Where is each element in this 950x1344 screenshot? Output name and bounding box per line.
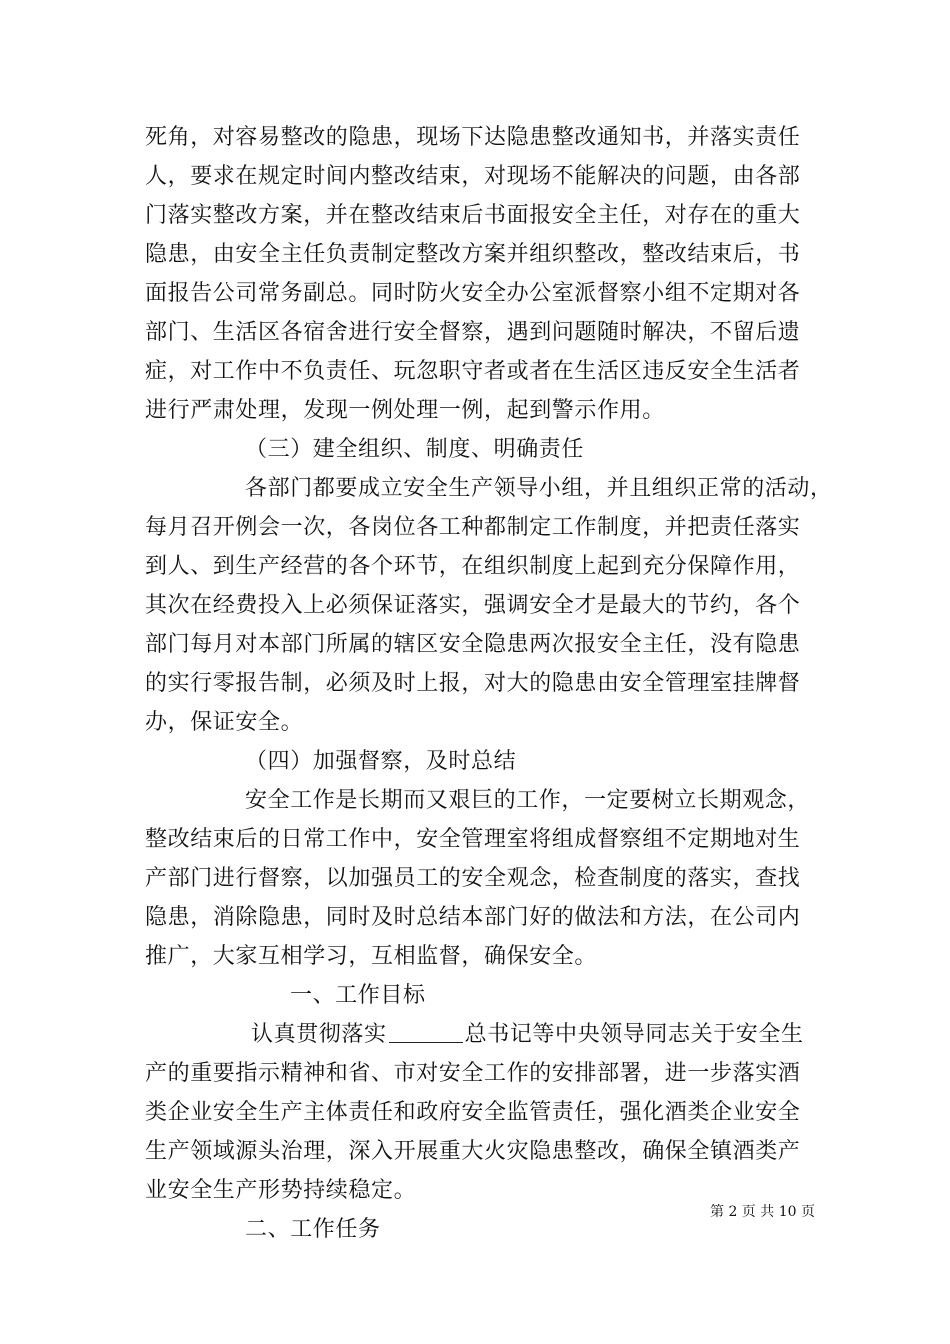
body-line: 整改结束后的日常工作中，安全管理室将组成督察组不定期地对生: [145, 827, 801, 852]
body-text-segment: 认真贯彻落实: [251, 1022, 387, 1047]
body-line: 产部门进行督察，以加强员工的安全观念，检查制度的落实，查找: [145, 866, 801, 891]
body-line: 安全工作是长期而又艰巨的工作，一定要树立长期观念，: [245, 788, 811, 813]
page-number-footer: 第 2 页 共 10 页: [710, 1204, 815, 1220]
body-line: 隐患，消除隐患，同时及时总结本部门好的做法和方法，在公司内: [145, 905, 801, 930]
body-line: 部门、生活区各宿舍进行安全督察，遇到问题随时解决，不留后遗: [145, 320, 801, 345]
body-line: 各部门都要成立安全生产领导小组，并且组织正常的活动，: [245, 476, 833, 501]
section-heading-4: （四）加强督察，及时总结: [245, 749, 517, 774]
body-line: 的实行零报告制，必须及时上报，对大的隐患由安全管理室挂牌督: [145, 671, 801, 696]
body-line: 办，保证安全。: [145, 710, 304, 735]
body-line: 到人、到生产经营的各个环节，在组织制度上起到充分保障作用，: [145, 554, 801, 579]
body-line: 死角，对容易整改的隐患，现场下达隐患整改通知书，并落实责任: [145, 125, 801, 150]
body-line: 人，要求在规定时间内整改结束，对现场不能解决的问题，由各部: [145, 164, 801, 189]
heading-work-goals: 一、工作目标: [290, 983, 426, 1008]
body-text-segment: 总书记等中央领导同志关于安全生: [464, 1022, 804, 1047]
body-line: 类企业安全生产主体责任和政府安全监管责任，强化酒类企业安全: [145, 1100, 801, 1125]
body-line: 业安全生产形势持续稳定。: [145, 1178, 417, 1203]
body-line: 门落实整改方案，并在整改结束后书面报安全主任，对存在的重大: [145, 203, 801, 228]
body-line: 推广，大家互相学习，互相监督，确保安全。: [145, 944, 598, 969]
body-line: 面报告公司常务副总。同时防火安全办公室派督察小组不定期对各: [145, 281, 801, 306]
body-line: 进行严肃处理，发现一例处理一例，起到警示作用。: [145, 398, 665, 423]
body-line: 产的重要指示精神和省、市对安全工作的安排部署，进一步落实酒: [145, 1061, 801, 1086]
body-line: 生产领域源头治理，深入开展重大火灾隐患整改，确保全镇酒类产: [145, 1139, 801, 1164]
fill-in-blank: [389, 1020, 463, 1043]
section-heading-3: （三）建全组织、制度、明确责任: [245, 437, 585, 462]
body-line: 症，对工作中不负责任、玩忽职守者或者在生活区违反安全生活者: [145, 359, 801, 384]
body-line: 隐患，由安全主任负责制定整改方案并组织整改，整改结束后，书: [145, 242, 801, 267]
body-line-with-blank: [145, 1015, 810, 1054]
body-line: 其次在经费投入上必须保证落实，强调安全才是最大的节约，各个: [145, 593, 801, 618]
document-body: [145, 118, 833, 1249]
heading-work-tasks: 二、工作任务: [245, 1217, 381, 1242]
body-line: 每月召开例会一次，各岗位各工种都制定工作制度，并把责任落实: [145, 515, 801, 540]
body-line: 部门每月对本部门所属的辖区安全隐患两次报安全主任，没有隐患: [145, 632, 801, 657]
